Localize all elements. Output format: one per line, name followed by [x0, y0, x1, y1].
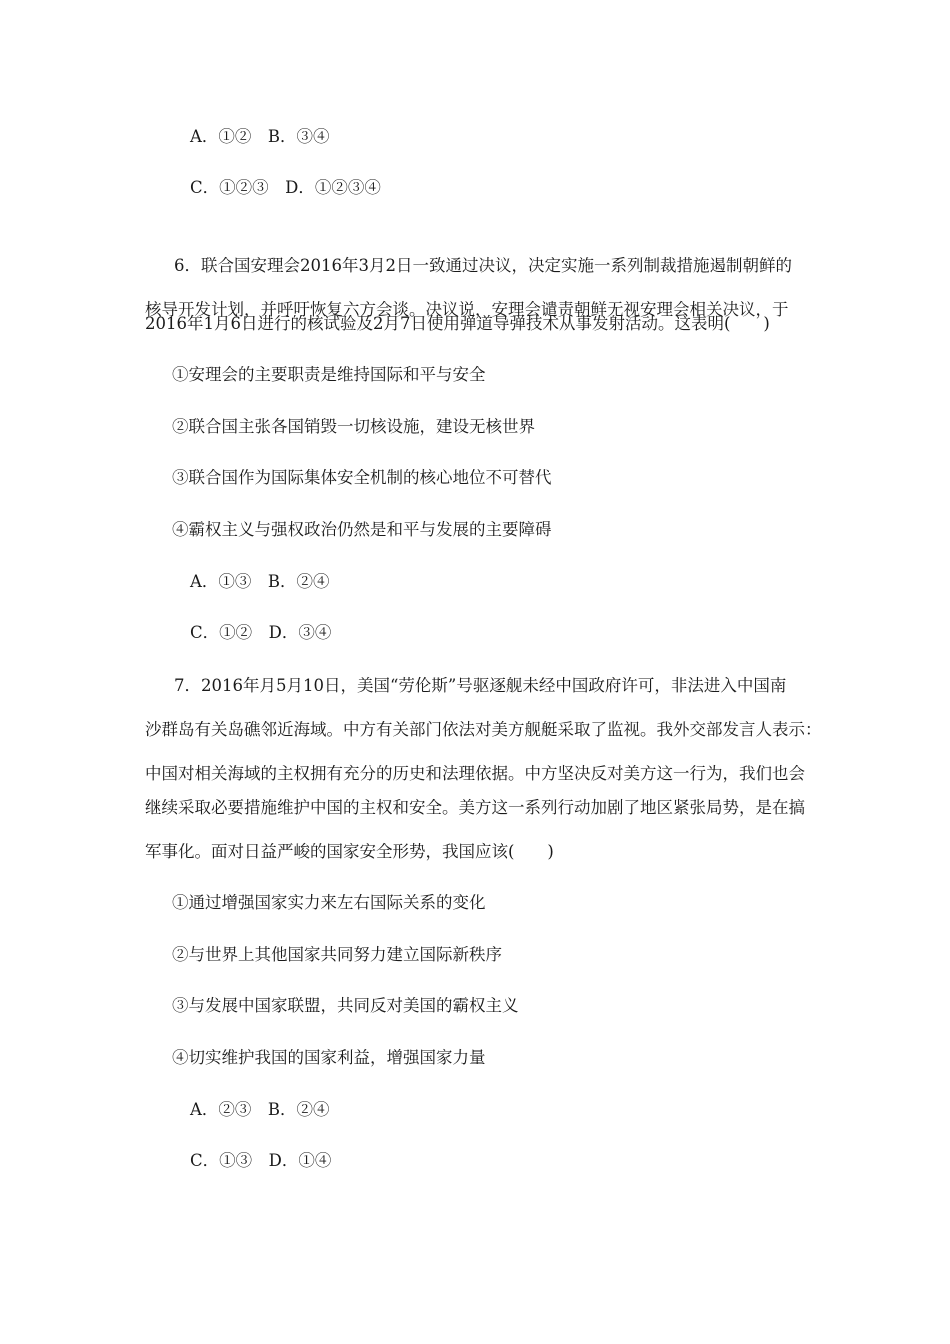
- q7-options-row-1: A．②③ B．②④: [190, 1100, 330, 1119]
- q6-statement-2: ②联合国主张各国销毁一切核设施，建设无核世界: [172, 417, 535, 436]
- q6-statement-4: ④霸权主义与强权政治仍然是和平与发展的主要障碍: [172, 520, 552, 539]
- q5-options-row-2: C．①②③ D．①②③④: [190, 178, 381, 197]
- q6-stem-line-1: 6．联合国安理会2016年3月2日一致通过决议，决定实施一系列制裁措施遏制朝鲜的: [174, 256, 792, 275]
- q6-stem-line-2: 核导开发计划，并呼吁恢复六方会谈。决议说，安理会谴责朝鲜无视安理会相关决议，于: [145, 300, 789, 319]
- q7-statement-4: ④切实维护我国的国家利益，增强国家力量: [172, 1048, 486, 1067]
- q7-stem-line-1: 7．2016年月5月10日，美国“劳伦斯”号驱逐舰未经中国政府许可，非法进入中国南: [174, 676, 787, 695]
- q6-stem-line-3: 2016年1月6日进行的核试验及2月7日使用弹道导弹技术从事发射活动。这表明( ): [145, 314, 770, 333]
- q6-options-row-2: C．①② D．③④: [190, 623, 332, 642]
- q7-statement-2: ②与世界上其他国家共同努力建立国际新秩序: [172, 945, 502, 964]
- q7-stem-line-3: 中国对相关海域的主权拥有充分的历史和法理依据。中方坚决反对美方这一行为，我们也会: [145, 764, 805, 783]
- q6-statement-1: ①安理会的主要职责是维持国际和平与安全: [172, 365, 486, 384]
- q7-stem-line-4: 继续采取必要措施维护中国的主权和安全。美方这一系列行动加剧了地区紧张局势，是在搞: [145, 798, 805, 817]
- q6-statement-3: ③联合国作为国际集体安全机制的核心地位不可替代: [172, 468, 552, 487]
- q7-stem-line-5: 军事化。面对日益严峻的国家安全形势，我国应该( ): [145, 842, 554, 861]
- q7-statement-3: ③与发展中国家联盟，共同反对美国的霸权主义: [172, 996, 519, 1015]
- q6-options-row-1: A．①③ B．②④: [190, 572, 330, 591]
- q7-stem-line-2: 沙群岛有关岛礁邻近海域。中方有关部门依法对美方舰艇采取了监视。我外交部发言人表示：: [145, 720, 822, 739]
- q7-options-row-2: C．①③ D．①④: [190, 1151, 332, 1170]
- q7-statement-1: ①通过增强国家实力来左右国际关系的变化: [172, 893, 486, 912]
- q5-options-row-1: A．①② B．③④: [190, 127, 330, 146]
